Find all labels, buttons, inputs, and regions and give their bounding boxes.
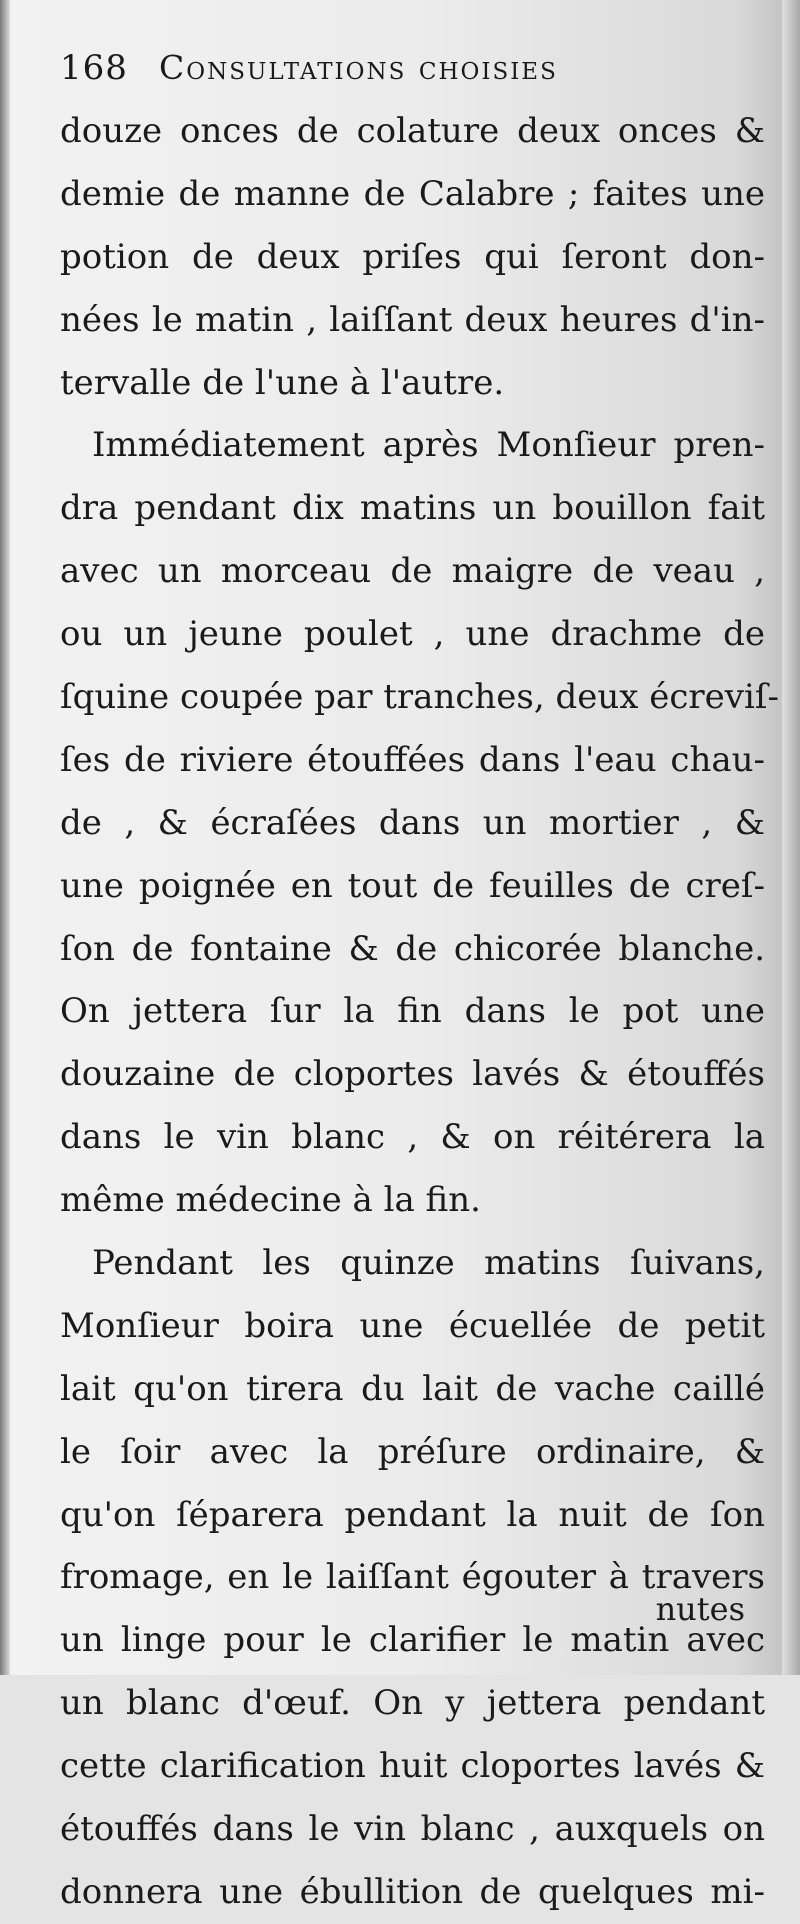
text-line: même médecine à la fin. — [60, 1180, 481, 1221]
text-line: dans le vin blanc , & on réitérera la — [60, 1117, 765, 1158]
text-line: étouffés dans le vin blanc , auxquels on — [60, 1809, 765, 1850]
text-line: cette clarification huit cloportes lavés & — [60, 1746, 765, 1787]
body-text — [60, 100, 779, 1924]
paragraph-first-line: Immédiatement après Monſieur pren- — [92, 425, 765, 466]
text-line: ou un jeune poulet , une drachme de — [60, 614, 765, 655]
catchword: nutes — [655, 1590, 745, 1628]
text-line: un linge pour le clarifier le matin avec — [60, 1620, 765, 1661]
text-line: douze onces de colature deux onces & — [60, 111, 765, 151]
text-line: Monſieur boira une écuellée de petit — [60, 1305, 765, 1346]
text-line: douzaine de cloportes lavés & étouffés — [60, 1054, 765, 1095]
text-line: donnera une ébullition de quelques mi- — [60, 1871, 765, 1912]
page-header — [60, 48, 750, 98]
text-line: potion de deux priſes qui ſeront don- — [60, 236, 765, 277]
text-line: qu'on ſéparera pendant la nuit de ſon — [60, 1494, 765, 1535]
text-line: demie de manne de Calabre ; faites une — [60, 173, 765, 214]
page-number: 168 — [60, 48, 128, 88]
text-line: une poignée en tout de feuilles de creſ- — [60, 865, 765, 906]
text-line: de , & écraſées dans un mortier , & — [60, 802, 765, 843]
text-line: On jettera ſur la fin dans le pot une — [60, 991, 765, 1032]
text-line: dra pendant dix matins un bouillon fait — [60, 488, 765, 529]
text-line: fromage, en le laiſſant égouter à travers — [60, 1557, 765, 1598]
text-line: lait qu'on tirera du lait de vache caillé — [60, 1368, 765, 1409]
running-title: Consultations choisies — [159, 48, 558, 87]
text-line: un blanc d'œuf. On y jettera pendant — [60, 1683, 765, 1724]
paragraph-first-line: Pendant les quinze matins ſuivans, — [92, 1243, 765, 1284]
text-line: avec un morceau de maigre de veau , — [60, 551, 765, 592]
page-edge-shadow — [782, 0, 800, 1675]
text-line: le ſoir avec la préſure ordinaire, & — [60, 1431, 765, 1472]
text-line: ſon de fontaine & de chicorée blanche. — [60, 928, 765, 969]
text-line: nées le matin , laiſſant deux heures d'in- — [60, 299, 765, 340]
text-line: ſes de riviere étouffées dans l'eau chau- — [60, 739, 765, 780]
text-line: ſquine coupée par tranches, deux écreviſ- — [60, 677, 779, 718]
text-line: tervalle de l'une à l'autre. — [60, 362, 505, 403]
page-gutter-shadow — [0, 0, 10, 1675]
